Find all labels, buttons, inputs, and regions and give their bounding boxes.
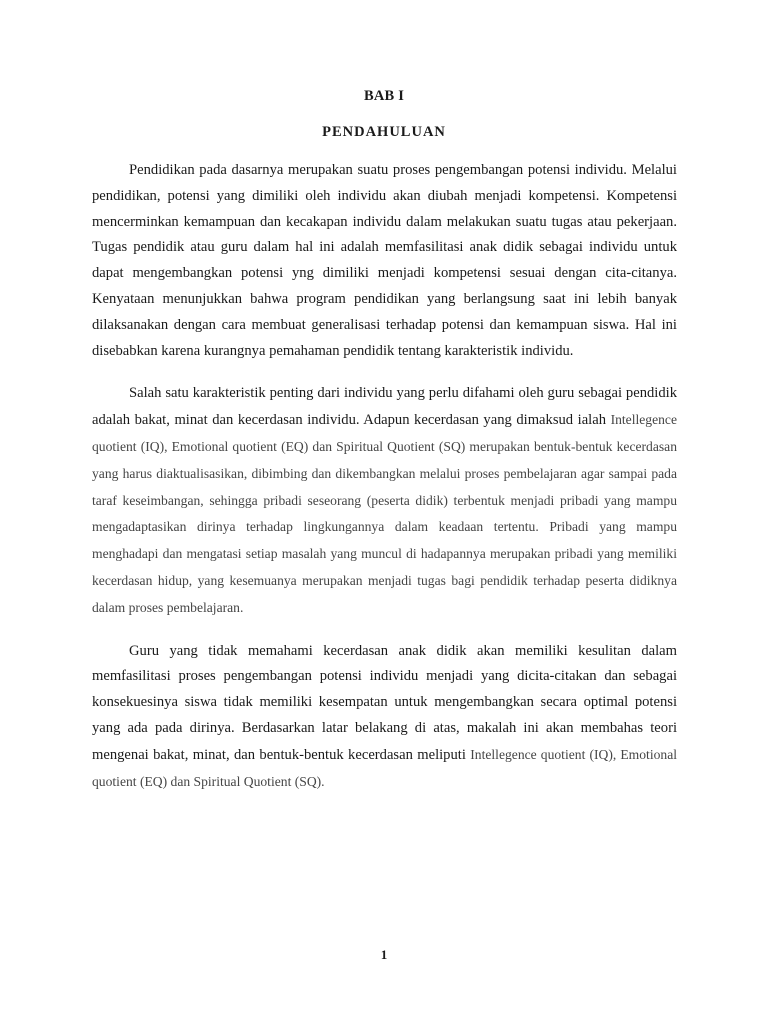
- paragraph-1: Pendidikan pada dasarnya merupakan suatu proses pengembangan potensi individu. Melalui pendidikan, potensi yang dimiliki oleh individu akan diubah menjadi kompetensi. Kompetensi mencerminkan kemampuan dan kecakapan individu dalam melakukan suatu tugas atau pekerjaan. Tugas pendidik atau guru dalam hal ini adalah memfasilitasi anak didik sebagai individu untuk dapat mengembangkan potensi yng dimiliki menjadi kompetensi sesuai dengan cita-citanya. Kenyataan menunjukkan bahwa program pendidikan yang berlangsung saat ini lebih banyak dilaksanakan dengan cara membuat generalisasi terhadap potensi dan kemampuan siswa. Hal ini disebabkan karena kurangnya pemahaman pendidik tentang karakteristik individu.: [92, 162, 677, 359]
- chapter-title: PENDAHULUAN: [322, 124, 446, 140]
- paragraph-3-start: Guru yang tidak memahami kecerdasan anak didik akan memiliki kesulitan dalam memfasilitasi proses pengembangan potensi individu menjadi yang dicita-citakan dan sebagai konsekuesinya siswa tidak memiliki kesempatan untuk mengembangkan secara optimal potensi yang ada pada dirinya. Berdasarkan latar belakang di atas, makalah ini akan membahas teori mengenai bakat, minat, dan bentuk-bentuk kecerdasan meliputi: [92, 642, 677, 763]
- paragraph-3-terms: Intellegence quotient (IQ), Emotional quotient (EQ) dan Spiritual Quotient (SQ).: [92, 746, 678, 789]
- paragraph-2: [92, 381, 677, 621]
- page-number: 1: [380, 947, 388, 962]
- chapter-number: BAB I: [363, 88, 405, 104]
- body-text: [92, 158, 677, 812]
- paragraph-3: [92, 639, 677, 796]
- paragraph-2-terms: Intellegence quotient (IQ), Emotional quotient (EQ) dan Spiritual Quotient (SQ) merupakan bentuk-bentuk kecerdasan yang harus diaktualisasikan, dibimbing dan dikembangkan melalui proses pembelajaran agar sampai pada taraf keseimbangan, sehingga pribadi seseorang (peserta didik) terbentuk menjadi pribadi yang mampu mengadaptasikan dirinya terhadap lingkungannya dalam keadaan tertentu. Pribadi yang mampu menghadapi dan mengatasi setiap masalah yang muncul di hadapannya merupakan pribadi yang memiliki kecerdasan hidup, yang kesemuanya merupakan menjadi tugas bagi pendidik terhadap peserta didiknya dalam proses pembelajaran.: [92, 412, 677, 615]
- paragraph-2-start: Salah satu karakteristik penting dari individu yang perlu difahami oleh guru sebagai pendidik adalah bakat, minat dan kecerdasan individu. Adapun kecerdasan yang dimaksud ialah: [92, 385, 677, 429]
